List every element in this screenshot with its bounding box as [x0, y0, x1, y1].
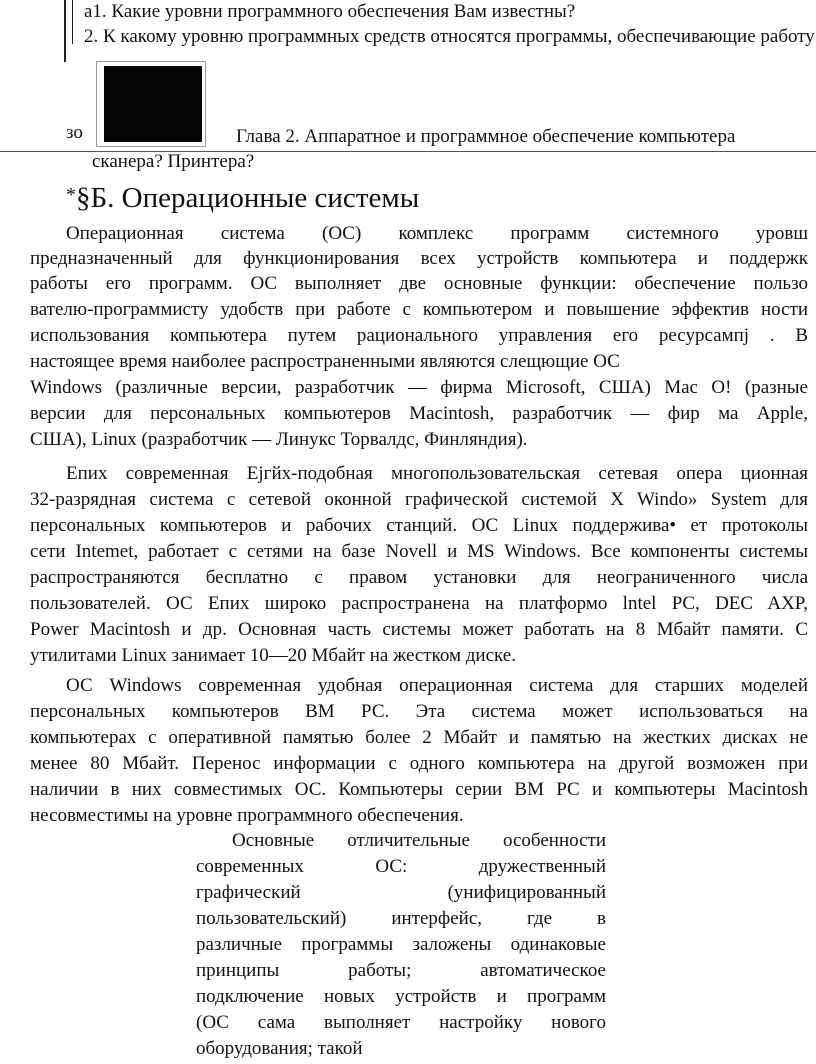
paragraph-line: пользователей. ОС Епих широко распространена на платформо lntel PC, DEC AXP,	[30, 593, 808, 614]
paragraph-line: распространяются бесплатно с правом установки для неограниченного числа	[30, 567, 808, 588]
paragraph-line: принципы работы; автоматическое	[196, 960, 606, 981]
question-2: 2. К какому уровню программных средств относятся программы, обеспечивающие работу	[84, 26, 815, 47]
page-number: зо	[66, 122, 83, 143]
chapter-header: Глава 2. Аппаратное и программное обеспечение компьютера	[236, 126, 736, 147]
black-image-block	[104, 66, 202, 142]
left-margin-bar	[64, 0, 66, 62]
paragraph-line: несовместимы на уровне программного обеспечения.	[30, 805, 464, 826]
paragraph-line: компьютерах с оперативной памятью более 2 Мбайт и памятью на жестких дисках не	[30, 727, 808, 748]
paragraph-line: Операционная система (ОС) комплекс программ системного уровш	[66, 223, 808, 244]
paragraph-line: Windows (различные версии, разработчик — фирма Microsoft, США) Mac O! (разные	[30, 377, 808, 398]
paragraph-line: графический (унифицированный	[196, 882, 606, 903]
paragraph-line: оборудования; такой	[196, 1038, 363, 1059]
paragraph-line: работы его программ. ОС выполняет две основные функции: обеспечение пользо	[30, 273, 808, 294]
paragraph-line: пользовательский) интерфейс, где в	[196, 908, 606, 929]
paragraph-line: использования компьютера путем рационального управления его ресурсампj . В	[30, 325, 808, 346]
section-title: §Б. Операционные системы	[76, 182, 420, 214]
paragraph-line: персональных компьютеров и рабочих станций. ОС Linux поддержива• ет протоколы	[30, 515, 808, 536]
section-marker: *	[66, 184, 76, 206]
paragraph-line: современных ОС: дружественный	[196, 856, 606, 877]
question-2-continuation: сканера? Принтера?	[92, 151, 255, 172]
section-heading	[66, 178, 419, 215]
paragraph-line: Power Macintosh и др. Основная часть системы может работать на 8 Мбайт памяти. С	[30, 619, 808, 640]
paragraph-line: наличии в них совместимых ОС. Компьютеры серии ВМ РС и компьютеры Macintosh	[30, 779, 808, 800]
paragraph-line: версии для персональных компьютеров Macintosh, разработчик — фир ма Apple,	[30, 403, 808, 424]
paragraph-line: сети Intemet, работает с сетями на базе Novell и MS Windows. Все компоненты системы	[30, 541, 808, 562]
paragraph-line: вателю-программисту удобств при работе с компьютером и повышение эффектив ности	[30, 299, 808, 320]
paragraph-line: настоящее время наиболее распространенными являются слещющие ОС	[30, 351, 620, 372]
paragraph-line: подключение новых устройств и программ	[196, 986, 606, 1007]
question-1: а1. Какие уровни программного обеспечения Вам известны?	[84, 1, 576, 22]
paragraph-line: Епих современная Ejгйх-подобная многопользовательская сетевая опера ционная	[66, 463, 808, 484]
paragraph-line: США), Linux (разработчик — Линукс Торвалдс, Финляндия).	[30, 429, 528, 450]
paragraph-line: менее 80 Мбайт. Перенос информации с одного компьютера на другой возможен при	[30, 753, 808, 774]
paragraph-line: (ОС сама выполняет настройку нового	[196, 1012, 606, 1033]
paragraph-line: 32-разрядная система с сетевой оконной графической системой X Windo» System для	[30, 489, 808, 510]
paragraph-4	[196, 828, 606, 1062]
paragraph-line: утилитами Linux занимает 10—20 Мбайт на жестком диске.	[30, 645, 516, 666]
paragraph-line: Основные отличительные особенности	[232, 830, 606, 851]
paragraph-line: персональных компьютеров ВМ РС. Эта система может использоваться на	[30, 701, 808, 722]
paragraph-line: ОС Windows современная удобная операционная система для старших моделей	[66, 675, 808, 696]
paragraph-line: предназначенный для функционирования всех устройств компьютера и поддержк	[30, 248, 808, 269]
left-margin-bar-inner	[72, 0, 73, 44]
paragraph-line: различные программы заложены одинаковые	[196, 934, 606, 955]
